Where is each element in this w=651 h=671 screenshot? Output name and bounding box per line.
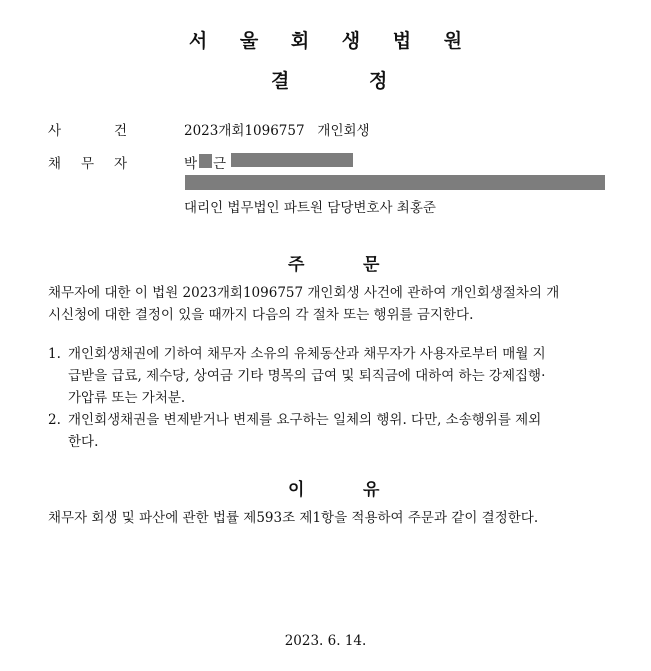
case-number: 2023개회1096757 개인회생: [184, 123, 370, 139]
debtor-name-first: 박: [184, 156, 198, 172]
order-item-2-number: 2.: [48, 412, 61, 428]
reason-heading-char-1: 이: [288, 480, 305, 500]
debtor-label-char-2: 무: [81, 156, 95, 172]
order-intro-line-1: 채무자에 대한 이 법원 2023개회1096757 개인회생 사건에 관하여 개인회생절차의 개: [48, 285, 560, 301]
decision-date: 2023. 6. 14.: [284, 633, 367, 649]
order-item-2-line-1: 개인회생채권을 변제받거나 변제를 요구하는 일체의 행위. 다만, 소송행위를 제외: [68, 412, 542, 428]
reason-heading-char-2: 유: [363, 480, 380, 500]
redaction-id: [231, 153, 353, 167]
debtor-label-char-3: 자: [114, 156, 128, 172]
order-item-2: [68, 409, 541, 453]
redaction-address: [185, 175, 605, 190]
debtor-label-char-1: 채: [48, 156, 62, 172]
order-item-2-line-2: 한다.: [68, 434, 99, 450]
case-label-char-2: 건: [114, 123, 128, 139]
debtor-name-last: 근: [213, 156, 227, 172]
order-item-1-line-3: 가압류 또는 가처분.: [68, 390, 186, 406]
order-heading-char-1: 주: [288, 255, 305, 275]
court-name: 서 울 회 생 법 원: [188, 30, 476, 52]
order-heading-char-2: 문: [363, 255, 380, 275]
order-item-1-line-1: 개인회생채권에 기하여 채무자 소유의 유체동산과 채무자가 사용자로부터 매월 지: [68, 346, 546, 362]
redaction-name: [199, 154, 212, 168]
case-label-char-1: 사: [48, 123, 62, 139]
doc-title-char-2: 정: [369, 70, 388, 92]
order-intro: [48, 282, 559, 326]
order-intro-line-2: 시신청에 대한 결정이 있을 때까지 다음의 각 절차 또는 행위를 금지한다.: [48, 307, 474, 323]
reason-text: 채무자 회생 및 파산에 관한 법률 제593조 제1항을 적용하여 주문과 같이 결정한다.: [48, 510, 539, 526]
order-item-1: [68, 343, 546, 409]
doc-title-char-1: 결: [271, 70, 290, 92]
order-item-1-line-2: 급받을 급료, 제수당, 상여금 기타 명목의 급여 및 퇴직금에 대하여 하는 강제집행·: [68, 368, 546, 384]
debtor-representative: 대리인 법무법인 파트원 담당변호사 최홍준: [184, 200, 436, 216]
order-item-1-number: 1.: [48, 346, 61, 362]
